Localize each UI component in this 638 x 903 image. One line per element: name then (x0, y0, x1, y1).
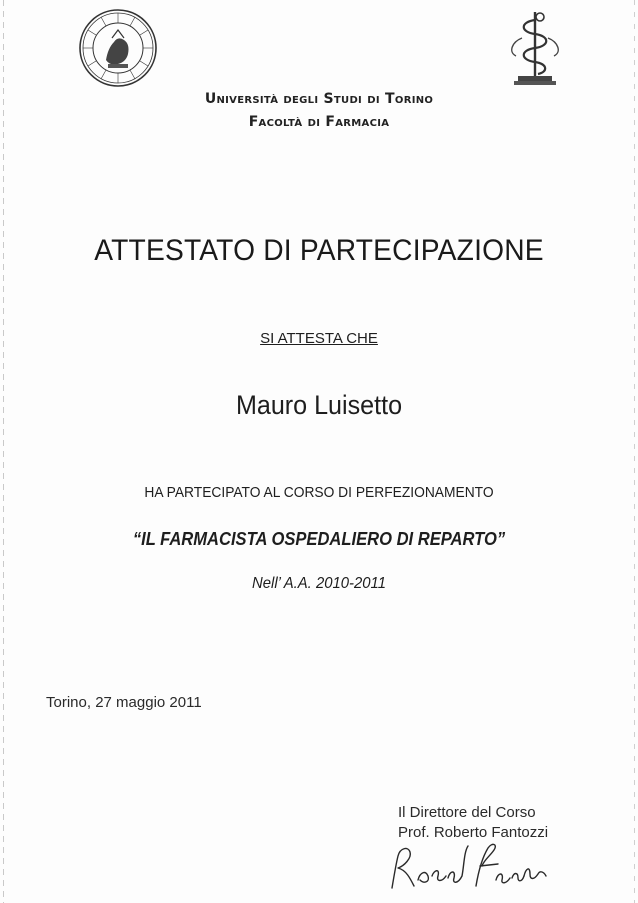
academic-year: Nell’ A.A. 2010-2011 (251, 575, 387, 592)
participation-statement: HA PARTECIPATO AL CORSO DI PERFEZIONAMENTO (144, 484, 494, 501)
scan-edge-left (3, 0, 4, 903)
handwritten-signature (384, 836, 554, 896)
course-title: “IL FARMACISTA OSPEDALIERO DI REPARTO” (132, 529, 506, 549)
scan-edge-right (634, 0, 635, 903)
director-name: Prof. Roberto Fantozzi (398, 824, 549, 841)
director-role: Il Direttore del Corso (398, 804, 536, 821)
university-name: Università degli Studi di Torino (204, 91, 434, 107)
certificate-title: ATTESTATO DI PARTECIPAZIONE (94, 234, 544, 267)
caduceus-icon (502, 8, 568, 88)
place-and-date: Torino, 27 maggio 2011 (46, 694, 202, 711)
attests-that-label: SI ATTESTA CHE (260, 330, 378, 347)
university-seal-icon (78, 8, 158, 88)
faculty-name: Facoltà di Farmacia (248, 114, 390, 130)
participant-name: Mauro Luisetto (235, 390, 403, 420)
